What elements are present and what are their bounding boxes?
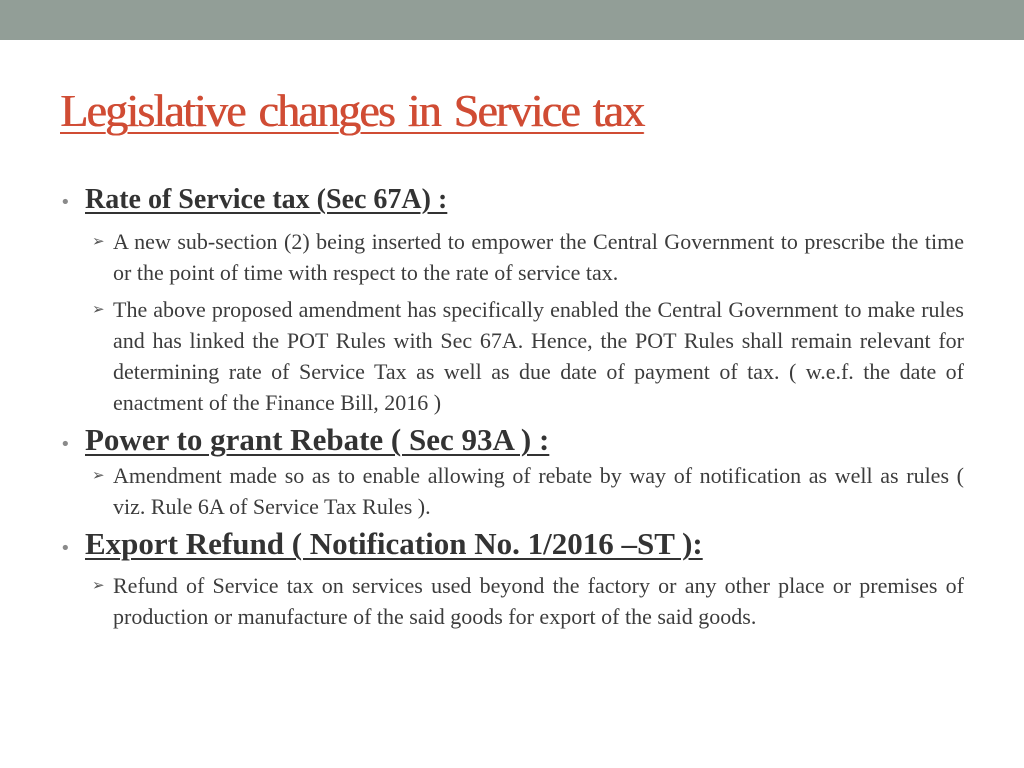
- bullet-icon: •: [60, 538, 71, 559]
- section-rate-of-service-tax: [58, 184, 964, 216]
- point-text: Amendment made so as to enable allowing of rebate by way of notification as well as rules ( viz. Rule 6A of Service Tax Rules ).: [113, 463, 964, 519]
- list-item: [92, 460, 964, 522]
- slide-content: [58, 184, 964, 632]
- list-item: [92, 226, 964, 288]
- list-item: [92, 570, 964, 632]
- list-item: [92, 294, 964, 418]
- slide-title: Legislative changes in Service tax: [60, 85, 644, 136]
- bullet-icon: •: [60, 434, 71, 455]
- section-export-refund: [58, 526, 964, 562]
- section-heading: Rate of Service tax (Sec 67A) :: [85, 184, 448, 215]
- section-heading: Export Refund ( Notification No. 1/2016 –ST ):: [85, 526, 703, 561]
- point-text: A new sub-section (2) being inserted to empower the Central Government to prescribe the time or the point of time with respect to the rate of service tax.: [113, 229, 964, 285]
- arrow-bullet-icon: ➢: [92, 576, 105, 594]
- bullet-icon: •: [60, 192, 71, 213]
- section-heading: Power to grant Rebate ( Sec 93A ) :: [85, 422, 550, 457]
- top-decorative-band: [0, 0, 1024, 40]
- point-text: The above proposed amendment has specifically enabled the Central Government to make rules and has linked the POT Rules with Sec 67A. Hence, the POT Rules shall remain relevant for determining rate of Service Tax as well as due date of payment of tax. ( w.e.f. the date of enactment of the Finance Bill, 2016 ): [113, 297, 964, 415]
- section-power-to-grant-rebate: [58, 422, 964, 458]
- arrow-bullet-icon: ➢: [92, 232, 105, 250]
- point-text: Refund of Service tax on services used beyond the factory or any other place or premises of production or manufacture of the said goods for export of the said goods.: [113, 573, 964, 629]
- arrow-bullet-icon: ➢: [92, 466, 105, 484]
- arrow-bullet-icon: ➢: [92, 300, 105, 318]
